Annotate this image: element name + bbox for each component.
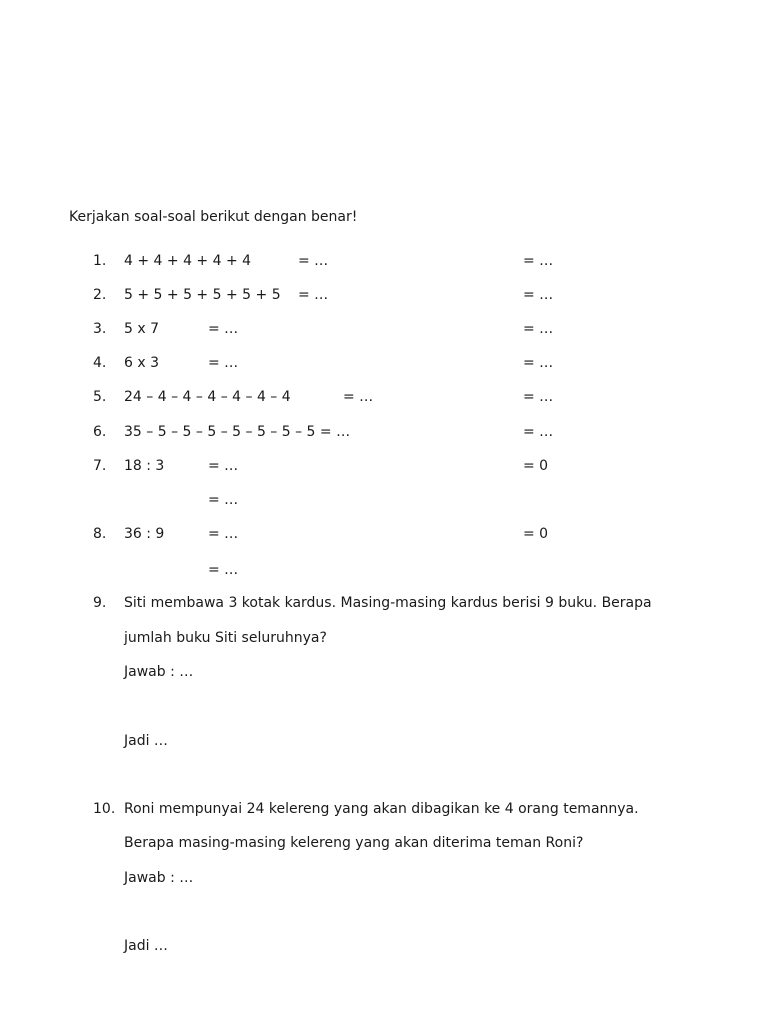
problem-equals-blank: = …: [208, 355, 239, 371]
answer-prompt: Jawab : …: [124, 664, 194, 680]
conclusion-prompt: Jadi …: [124, 938, 168, 954]
problem-equals-blank: = …: [208, 458, 239, 474]
problem-expression: 24 – 4 – 4 – 4 – 4 – 4 – 4: [124, 389, 291, 405]
problem-number: 10.: [93, 801, 116, 817]
problem-answer-blank: = …: [523, 253, 554, 269]
problem-expression: 36 : 9: [124, 526, 165, 542]
story-line: Siti membawa 3 kotak kardus. Masing-masing kardus berisi 9 buku. Berapa: [124, 595, 652, 611]
problem-expression: 4 + 4 + 4 + 4 + 4: [124, 253, 252, 269]
problem-answer-blank: = …: [523, 321, 554, 337]
answer-prompt: Jawab : …: [124, 870, 194, 886]
problem-answer-blank: = …: [523, 424, 554, 440]
problem-answer-blank: = …: [523, 355, 554, 371]
problem-number: 2.: [93, 287, 107, 303]
problem-expression: 5 + 5 + 5 + 5 + 5 + 5: [124, 287, 281, 303]
problem-equals-blank: = …: [208, 321, 239, 337]
problem-expression: 18 : 3: [124, 458, 165, 474]
story-line: Berapa masing-masing kelereng yang akan diterima teman Roni?: [124, 835, 584, 851]
problem-number: 9.: [93, 595, 107, 611]
problem-expression: 5 x 7: [124, 321, 159, 337]
problem-answer-blank: = …: [523, 287, 554, 303]
story-line: Roni mempunyai 24 kelereng yang akan dibagikan ke 4 orang temannya.: [124, 801, 639, 817]
conclusion-prompt: Jadi …: [124, 733, 168, 749]
problem-answer-blank: = 0: [523, 526, 549, 542]
instruction-text: Kerjakan soal-soal berikut dengan benar!: [69, 209, 358, 225]
problem-extra-blank: = …: [208, 492, 239, 508]
problem-number: 5.: [93, 389, 107, 405]
problem-equals-blank: = …: [208, 526, 239, 542]
problem-answer-blank: = …: [523, 389, 554, 405]
problem-equals-blank: = …: [298, 287, 329, 303]
problem-expression: 35 – 5 – 5 – 5 – 5 – 5 – 5 – 5 = …: [124, 424, 351, 440]
problem-expression: 6 x 3: [124, 355, 159, 371]
problem-number: 3.: [93, 321, 107, 337]
problem-equals-blank: = …: [343, 389, 374, 405]
problem-answer-blank: = 0: [523, 458, 549, 474]
problem-number: 4.: [93, 355, 107, 371]
problem-number: 6.: [93, 424, 107, 440]
problem-number: 1.: [93, 253, 107, 269]
story-line: jumlah buku Siti seluruhnya?: [124, 630, 327, 646]
problem-equals-blank: = …: [298, 253, 329, 269]
problem-number: 7.: [93, 458, 107, 474]
problem-extra-blank: = …: [208, 562, 239, 578]
problem-number: 8.: [93, 526, 107, 542]
